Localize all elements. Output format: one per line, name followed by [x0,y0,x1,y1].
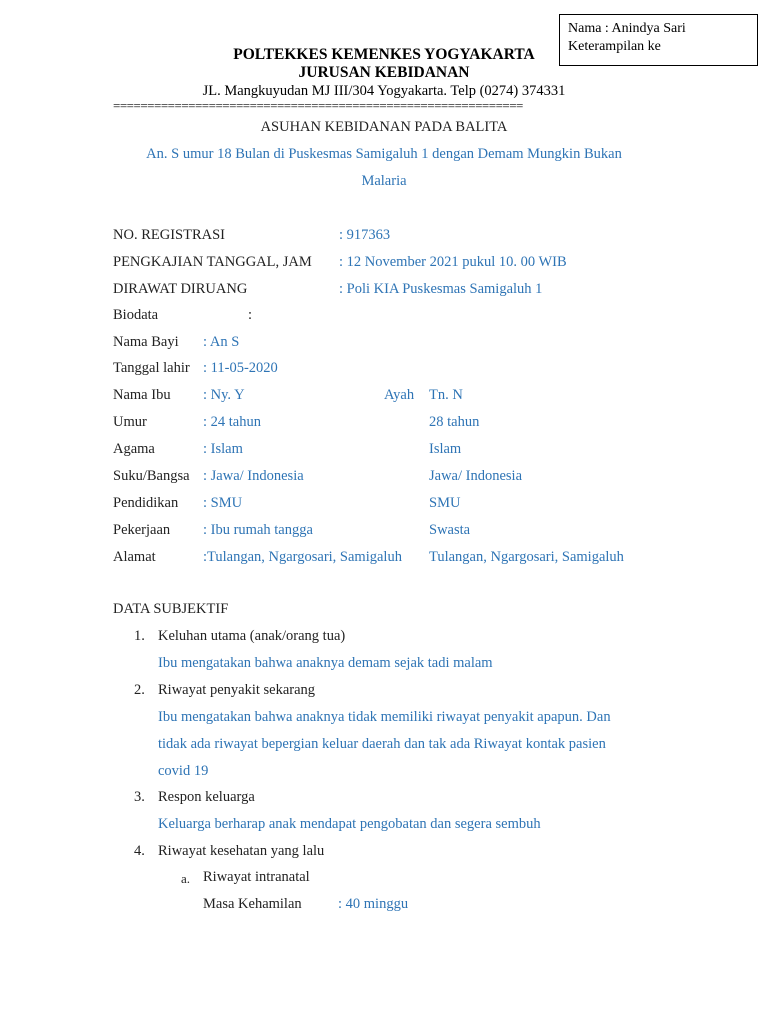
baby-name-value: : An S [203,334,240,350]
list-item-title: Riwayat kesehatan yang lalu [158,843,325,859]
registration-label: NO. REGISTRASI [113,227,225,243]
list-item-answer: tidak ada riwayat bepergian keluar daerah dan tak ada Riwayat kontak pasien [158,736,606,752]
father-value: Tulangan, Ngargosari, Samigaluh [429,549,624,565]
registration-value: : 917363 [339,227,391,243]
father-value: Jawa/ Indonesia [429,468,523,484]
list-item-title: Riwayat penyakit sekarang [158,682,316,698]
bio-row-label: Agama [113,441,155,457]
list-item-answer: Keluarga berharap anak mendapat pengobatan dan segera sembuh [158,816,541,832]
bio-row-label: Nama Ibu [113,387,171,403]
list-number: 3. [134,789,145,805]
subjective-heading: DATA SUBJEKTIF [113,601,229,617]
mother-value: :Tulangan, Ngargosari, Samigaluh [203,549,402,565]
list-item-answer: Ibu mengatakan bahwa anaknya tidak memiliki riwayat penyakit apapun. Dan [158,709,611,725]
document-subtitle-line2: Malaria [361,173,407,189]
father-value: Islam [429,441,462,457]
father-value: Tn. N [429,387,463,403]
mother-value: : 24 tahun [203,414,261,430]
father-value: 28 tahun [429,414,480,430]
list-number: 2. [134,682,145,698]
mother-value: : Ny. Y [203,387,245,403]
student-name: Nama : Anindya Sari [568,21,686,36]
birth-date-label: Tanggal lahir [113,360,190,376]
mother-value: : Ibu rumah tangga [203,522,313,538]
mother-value: : Jawa/ Indonesia [203,468,304,484]
header-rule: ============================================================ [113,98,523,113]
document-title: ASUHAN KEBIDANAN PADA BALITA [260,119,508,135]
sublist-title: Riwayat intranatal [203,869,310,885]
skill-number: Keterampilan ke [568,39,661,54]
gestation-label: Masa Kehamilan [203,896,302,912]
document-subtitle-line1: An. S umur 18 Bulan di Puskesmas Samigaluh 1 dengan Demam Mungkin Bukan [146,146,622,162]
bio-row-label: Suku/Bangsa [113,468,190,484]
mother-value: : SMU [203,495,243,511]
father-label: Ayah [384,387,415,403]
birth-date-value: : 11-05-2020 [203,360,278,376]
assessment-date-value: : 12 November 2021 pukul 10. 00 WIB [339,254,567,270]
list-item-answer: covid 19 [158,763,209,779]
list-number: 1. [134,628,145,644]
ward-value: : Poli KIA Puskesmas Samigaluh 1 [339,281,543,297]
institution-name: POLTEKKES KEMENKES YOGYAKARTA [233,46,535,63]
institution-address: JL. Mangkuyudan MJ III/304 Yogyakarta. Telp (0274) 374331 [202,83,566,99]
department-name: JURUSAN KEBIDANAN [298,64,470,81]
sublist-letter: a. [181,871,191,886]
bio-row-label: Pekerjaan [113,522,171,538]
mother-value: : Islam [203,441,243,457]
list-number: 4. [134,843,145,859]
list-item-answer: Ibu mengatakan bahwa anaknya demam sejak tadi malam [158,655,493,671]
biodata-colon: : [248,307,253,323]
list-item-title: Respon keluarga [158,789,255,805]
assessment-date-label: PENGKAJIAN TANGGAL, JAM [113,254,312,270]
bio-row-label: Alamat [113,549,156,565]
gestation-value: : 40 minggu [338,896,409,912]
list-item-title: Keluhan utama (anak/orang tua) [158,628,346,644]
biodata-label: Biodata [113,307,159,323]
father-value: Swasta [429,522,471,538]
bio-row-label: Pendidikan [113,495,179,511]
bio-row-label: Umur [113,414,147,430]
baby-name-label: Nama Bayi [113,334,179,350]
father-value: SMU [429,495,461,511]
ward-label: DIRAWAT DIRUANG [113,281,248,297]
